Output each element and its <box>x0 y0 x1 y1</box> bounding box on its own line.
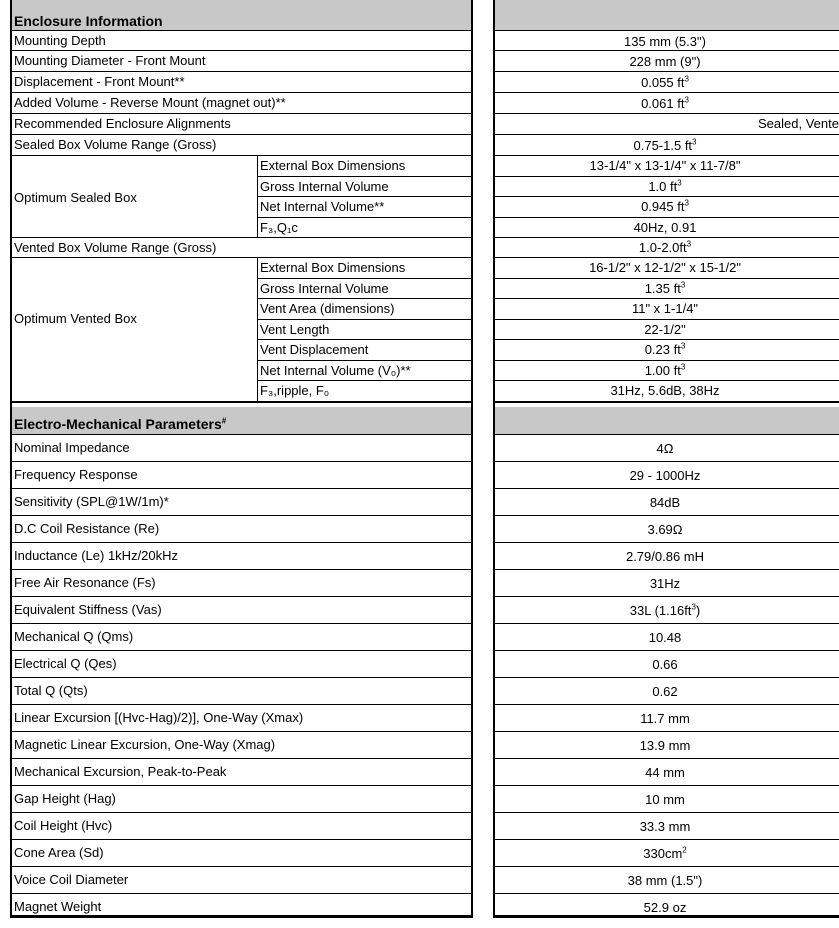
electro-row-label: Gap Height (Hag) <box>14 791 116 806</box>
electro-row-value: 13.9 mm <box>639 738 691 753</box>
row-divider-left <box>12 650 471 651</box>
electro-row-value: 10.48 <box>648 630 682 645</box>
electro-row-value: 31Hz <box>649 576 681 591</box>
vented-sub-value: 1.00 $ft^3$ <box>644 362 686 378</box>
electro-row-value: 33L $(1.16ft^3)$ <box>629 602 701 618</box>
row-divider-right <box>495 893 839 894</box>
sealed-sub-label: External Box Dimensions <box>260 158 406 173</box>
row-divider-right <box>495 380 839 381</box>
enclosure-row-value: 0.75-1.5 $ft^3$ <box>633 137 697 153</box>
electro-row-label: Electrical Q (Qes) <box>14 656 117 671</box>
vented-group-label: Optimum Vented Box <box>14 311 137 326</box>
electro-row-value: $330cm^2$ <box>643 845 687 861</box>
vented-sub-label: Vent Length <box>260 321 330 337</box>
vented-sub-label: Gross Internal Volume <box>260 280 389 296</box>
electro-row-label: Frequency Response <box>14 467 138 482</box>
row-divider-left <box>12 257 471 258</box>
sub-row-divider <box>257 339 471 340</box>
row-divider-right <box>495 298 839 299</box>
row-divider-left <box>12 569 471 570</box>
electro-row-label: Coil Height (Hvc) <box>14 818 113 833</box>
electro-row-value: 4Ω <box>656 441 674 456</box>
vented-sub-value: 1.35 $ft^3$ <box>644 280 686 296</box>
enclosure-row-label: Recommended Enclosure Alignments <box>14 116 231 131</box>
vented-sub-label: Vent Area (dimensions) <box>260 301 395 316</box>
sealed-sub-value: 1.0 $ft^3$ <box>648 178 682 194</box>
electro-row-label: Equivalent Stiffness (Vas) <box>14 602 162 617</box>
sealed-sub-label: Net Internal Volume** <box>260 199 385 214</box>
vented-sub-label: External Box Dimensions <box>260 260 406 275</box>
sealed-sub-value: 0.945 $ft^3$ <box>641 198 689 214</box>
row-divider-left <box>12 542 471 543</box>
enclosure-row-label: Displacement - Front Mount** <box>14 74 185 89</box>
row-divider-right <box>495 650 839 651</box>
row-divider-right <box>495 812 839 813</box>
electro-row-label: Cone Area (Sd) <box>14 845 104 860</box>
row-divider-right <box>495 704 839 705</box>
row-divider-right <box>495 319 839 320</box>
sub-row-divider <box>257 176 471 177</box>
enclosure-header-right <box>495 0 839 30</box>
row-divider-left <box>12 677 471 678</box>
row-divider-right <box>495 461 839 462</box>
row-divider-left <box>12 237 471 238</box>
enclosure-row-label: Mounting Depth <box>14 33 106 48</box>
electro-row-value: 38 mm (1.5") <box>627 873 703 888</box>
electro-row-value: 2.79/0.86 mH <box>625 549 705 564</box>
sealed-sub-label: F₃,Q₁c <box>260 219 298 235</box>
sealed-sub-value: 13-1/4" x 13-1/4" x 11-7/8" <box>589 158 741 173</box>
sub-row-divider <box>257 380 471 381</box>
enclosure-row-value: 228 mm (9") <box>629 54 701 69</box>
sealed-sub-value: 40Hz, 0.91 <box>633 219 697 235</box>
sub-row-divider <box>257 298 471 299</box>
vented-sub-value: 16-1/2" x 12-1/2" x 15-1/2" <box>589 260 741 275</box>
row-divider-left <box>12 866 471 867</box>
electro-row-label: Sensitivity (SPL@1W/1m)* <box>14 494 169 509</box>
enclosure-row-value: Sealed, Vente <box>758 116 839 131</box>
electro-row-value: 33.3 mm <box>639 819 691 834</box>
electro-row-label: Magnetic Linear Excursion, One-Way (Xmag) <box>14 737 276 752</box>
row-divider-left <box>12 515 471 516</box>
row-divider-right <box>495 569 839 570</box>
sub-row-divider <box>257 319 471 320</box>
row-divider-left <box>12 92 471 93</box>
sub-row-divider <box>257 217 471 218</box>
enclosure-row-value: 0.055 $ft^3$ <box>641 74 689 90</box>
electro-row-value: 84dB <box>649 495 681 510</box>
enclosure-row-label: Sealed Box Volume Range (Gross) <box>14 137 217 152</box>
section-divider-left <box>12 401 471 403</box>
row-divider-right <box>495 596 839 597</box>
electro-row-value: 10 mm <box>645 792 685 807</box>
row-divider-right <box>495 196 839 197</box>
row-divider-left <box>12 785 471 786</box>
section-divider-right <box>495 401 839 403</box>
row-divider-left <box>12 704 471 705</box>
sub-row-divider <box>257 278 471 279</box>
row-divider-right <box>495 515 839 516</box>
row-divider-left <box>12 839 471 840</box>
vented-sub-value: 0.23 $ft^3$ <box>644 341 686 357</box>
electro-row-value: 0.62 <box>652 684 678 699</box>
row-divider-right <box>495 278 839 279</box>
electro-row-label: D.C Coil Resistance (Re) <box>14 521 160 536</box>
electro-row-label: Voice Coil Diameter <box>14 872 129 887</box>
electro-row-value: 29 - 1000Hz <box>629 468 701 483</box>
row-divider-left <box>12 155 471 156</box>
row-divider-left <box>12 731 471 732</box>
electro-row-label: Inductance (Le) 1kHz/20kHz <box>14 548 179 563</box>
row-divider-right <box>495 488 839 489</box>
row-divider-right <box>495 113 839 114</box>
row-divider-left <box>12 596 471 597</box>
group-divider <box>257 257 258 401</box>
row-divider-right <box>495 257 839 258</box>
enclosure-row-value: 0.061 $ft^3$ <box>641 95 689 111</box>
electro-row-value: 52.9 oz <box>643 900 687 915</box>
row-divider-right <box>495 360 839 361</box>
row-divider-left <box>12 113 471 114</box>
row-divider-left <box>12 758 471 759</box>
vented-range-label: Vented Box Volume Range (Gross) <box>14 240 217 255</box>
row-divider-right <box>495 542 839 543</box>
row-divider-right <box>495 866 839 867</box>
row-divider-right <box>495 623 839 624</box>
electro-row-value: 0.66 <box>652 657 678 672</box>
electro-header-right <box>495 407 839 434</box>
vented-range-value: $1.0-2.0ft^3$ <box>638 239 692 255</box>
sub-row-divider <box>257 360 471 361</box>
electro-row-value: 44 mm <box>645 765 685 780</box>
row-divider-right <box>495 785 839 786</box>
row-divider-right <box>495 176 839 177</box>
sealed-sub-label: Gross Internal Volume <box>260 178 389 194</box>
row-divider-left <box>12 812 471 813</box>
electro-row-label: Total Q (Qts) <box>14 683 88 698</box>
row-divider-right <box>495 134 839 135</box>
electro-row-label: Mechanical Excursion, Peak-to-Peak <box>14 764 227 779</box>
enclosure-row-value: 135 mm (5.3") <box>624 34 706 49</box>
row-divider-right <box>495 237 839 238</box>
enclosure-title: Enclosure Information <box>14 13 163 29</box>
row-divider-right <box>495 731 839 732</box>
enclosure-row-label: Mounting Diameter - Front Mount <box>14 53 206 68</box>
vented-sub-label: F₃,ripple, F₀ <box>260 383 330 398</box>
row-divider-left <box>12 50 471 51</box>
row-divider-left <box>12 30 471 31</box>
row-divider-left <box>12 134 471 135</box>
row-divider-right <box>495 434 839 435</box>
row-divider-left <box>12 623 471 624</box>
vented-sub-label: Vent Displacement <box>260 342 369 357</box>
row-divider-right <box>495 30 839 31</box>
electro-row-label: Magnet Weight <box>14 899 102 914</box>
row-divider-left <box>12 893 471 894</box>
enclosure-row-label: Added Volume - Reverse Mount (magnet out)** <box>14 95 286 110</box>
row-divider-right <box>495 92 839 93</box>
row-divider-right <box>495 677 839 678</box>
electro-row-label: Linear Excursion [(Hvc-Hag)/2)], One-Way (Xmax) <box>14 710 304 725</box>
row-divider-right <box>495 758 839 759</box>
vented-sub-label: Net Internal Volume (V₀)** <box>260 362 411 378</box>
row-divider-right <box>495 155 839 156</box>
row-divider-left <box>12 461 471 462</box>
row-divider-left <box>12 488 471 489</box>
electro-row-label: Nominal Impedance <box>14 440 130 455</box>
row-divider-right <box>495 339 839 340</box>
row-divider-right <box>495 50 839 51</box>
electro-row-value: 11.7 mm <box>640 711 690 726</box>
electro-row-label: Free Air Resonance (Fs) <box>14 575 156 590</box>
sealed-group-label: Optimum Sealed Box <box>14 190 137 205</box>
row-divider-right <box>495 839 839 840</box>
row-divider-left <box>12 71 471 72</box>
electro-row-value: 3.69Ω <box>647 522 683 537</box>
vented-sub-value: 22-1/2" <box>644 321 686 337</box>
sub-row-divider <box>257 196 471 197</box>
vented-sub-value: 11" x 1-1/4" <box>631 301 699 316</box>
electro-row-label: Mechanical Q (Qms) <box>14 629 134 644</box>
electro-title: Electro-Mechanical Parameters# <box>14 416 227 432</box>
vented-sub-value: 31Hz, 5.6dB, 38Hz <box>610 383 720 398</box>
row-divider-right <box>495 217 839 218</box>
row-divider-left <box>12 434 471 435</box>
row-divider-right <box>495 71 839 72</box>
